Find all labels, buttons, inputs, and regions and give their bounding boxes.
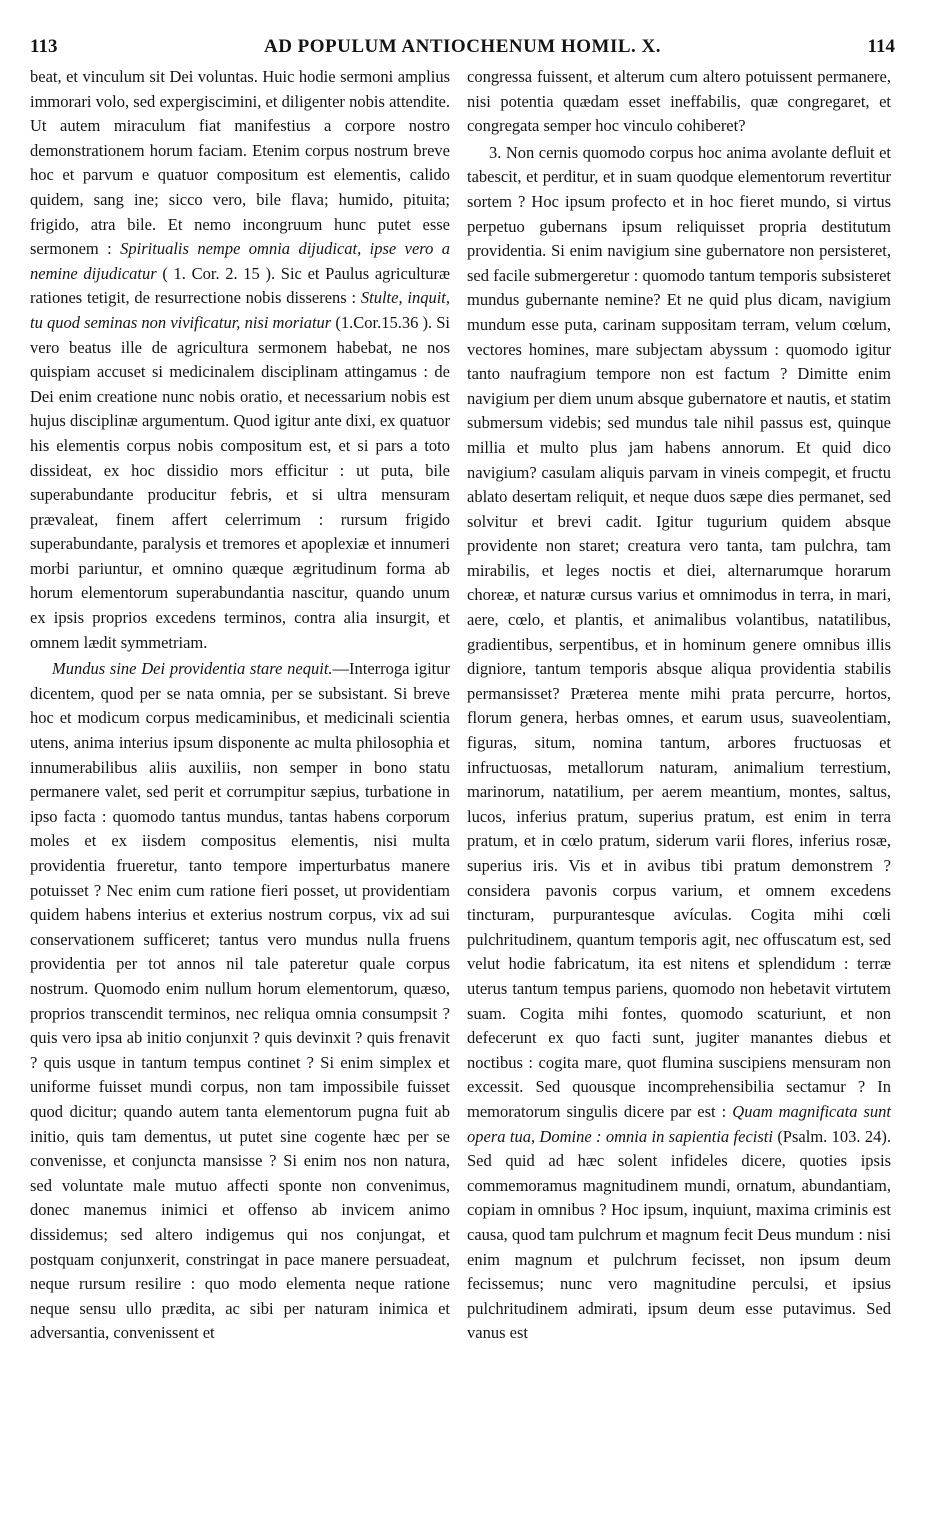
left-p1-ref-1: ( 1. Cor. 2. 15 ). Sic et Paulus agriculturæ rationes tetigit, de resurrectione nobis disserens :: [30, 263, 450, 308]
page-number-right: 114: [867, 36, 895, 57]
right-column: [467, 65, 891, 1346]
right-paragraph-2: [467, 141, 891, 1346]
left-p1-ref-2: (1.Cor.15.36 ). Si vero beatus ille de agricultura sermonem habebat, ne nos quispiam accuset si medicinalem disciplinam attingamus : de Dei enim creatione nunc nobis oratio, et necessarium nobis est hujus disciplinæ argumentum. Quod igitur ante dixi, ex quatuor his elementis corpus nobis compositum est, et si pars a toto dissideat, ex hoc dissidio mors efficitur : ut puta, bile superabundante producitur febris, et si ultra mensuram prævaleat, finem affert celerrimum : rursum frigido superabundante, paralysis et tremores et apoplexiæ et innumeri morbi pariuntur, et omnino quæque ægritudinum forma ab horum elementorum superabundantia nascitur, quando unum ex ipsis proprios excedens terminos, contra alia insurgit, et omnem lædit symmetriam.: [30, 312, 451, 652]
right-p2-quote: Quam magnificata sunt opera tua, Domine : omnia in sapientia fecisti: [467, 1101, 891, 1146]
running-title: AD POPULUM ANTIOCHENUM HOMIL. X.: [263, 36, 662, 57]
running-header: [30, 36, 895, 60]
right-paragraph-1: [467, 65, 891, 139]
left-paragraph-2: [30, 657, 450, 1346]
right-p1-text: congressa fuissent, et alterum cum altero potuissent permanere, nisi potentia quædam esset ineffabilis, quæ congregaret, et congregata semper hoc vinculo cohiberet?: [467, 67, 891, 136]
left-p2-text: —Interroga igitur dicentem, quod per se nata omnia, per se subsistant. Si breve hoc et modicum corpus medicaminibus, et medicinali scientia utens, anima interius ipsum disponente ac multa philosophia et innumerabilibus aliis auxiliis, non semper in bono statu permanere valet, sed perit et corrumpitur sæpius, turbatione in ipso facta : quomodo tantus mundus, tantas habens corporum moles et ex iisdem compositus elementis, nisi multa providentia frueretur, tanto tempore imperturbatus manere potuisset ? Nec enim cum ratione fieri posset, ut providentiam quidem habens interius et exterius nostrum corpus, vix ad sui conservationem sufficeret; tantus vero mundus nulla fruens providentia per tot annos nil tale pateretur quale corpus nostrum. Quomodo enim nullum horum elementorum, quæso, proprios transcendit terminos, nec reliqua omnia consumpsit ? quis vero ipsa ab initio conjunxit ? quis devinxit ? quis frenavit ? quis usque in tantum tempus continet ? Si enim simplex et uniforme fuisset mundi corpus, non tam impossibile fuisset quod dicitur; quando autem tanta elementorum pugna fuit ab initio, quis tam dementus, ut putet sine cogente hæc per se convenisse, et conjuncta mansisse ? Si enim nos non natura, sed voluntate male mutuo affecti sponte non convenimus, donec manemus inimici et offenso ab invicem animo dissidemus; sed altero indigemus qui nos conjungat, et postquam conjunxerit, constringat in pace manere persuadeat, neque rursum resilire : quo modo elementa neque ratione neque sensu ullo prædita, ac sibi per naturam inimica et adversantia, convenissent et: [30, 659, 450, 1343]
left-p1-quote-1: Spiritualis nempe omnia dijudicat, ipse vero a nemine dijudicatur: [30, 239, 451, 283]
left-paragraph-1: [30, 65, 450, 655]
left-p1-quote-2: Stulte, inquit, tu quod seminas non vivificatur, nisi moriatur: [30, 288, 451, 332]
right-p2-text: 3. Non cernis quomodo corpus hoc anima avolante defluit et tabescit, et perditur, et in suam quodque elementorum revertitur sortem ? Hoc ipsum profecto et in hoc fieret mundo, si virtus perpetuo gubernans ipsum reliquisset propria destitutum providentia. Si enim navigium sine gubernatore non persisteret, sed facile submergeretur : quomodo tantum temporis subsisteret mundus gubernante nemine? Et ne quid plus dicam, navigium mundum esse puta, carinam suppositam terram, velum cœlum, vectores homines, mare subjectam abyssum : quomodo igitur tanto naufragium tempore non est factum ? Dimitte enim navigium per diem unum absque gubernatore et nautis, et statim submersum videbis; sed mundus tale nihil passus est, quinque millia et multo plus jam habens annorum. Et quid dico navigium? casulam aliquis parvam in vineis compegit, et fructu ablato desertam reliquit, et neque duos sæpe dies permanet, sed solvitur et brevi cadit. Igitur tugurium quidem absque providente non staret; creatura vero tanta, tam pulchra, tam mirabilis, et leges noctis et diei, alternarumque horarum choreæ, et naturæ cursus varius et omnimodus in terra, in mari, aere, cœlo, et plantis, et animalibus volantibus, natatilibus, gradientibus, serpentibus, et in hominum genere omnibus illis digniore, tantum temporis absque aliqua providentia stabilis permansisset? Præterea mente mihi prata percurre, hortos, florum genera, herbas omnes, et earum usus, suaveolentiam, figuras, situm, nomina tantum, arbores fructuosas et infructuosas, metallorum naturam, animalium terrestium, marinorum, natatilium, per aerem meantium, montes, saltus, lucos, inferius pratum, superius pratum, est enim in terra pratum, et in cœlo pratum, siderum varii flores, inferius rosæ, superius iris. Vis et in avibus tibi pratum demonstrem ? considera pavonis corpus varium, et omnem excedens tincturam, purpurantesque avículas. Cogita mihi cœli pulchritudinem, quantum temporis agit, nec offuscatum est, sed velut hodie fabricatum, ita est nitens et splendidum : terræ uterus tantum tempus pariens, quomodo non hebetavit virtutem suam. Cogita mihi fontes, quomodo scaturiunt, et non defecerunt ex quo facti sunt, jugiter manantes diebus et noctibus : cogita mare, quot flumina suscipiens mensuram non excessit. Sed quousque incomprehensibilia sectamur ? In memoratorum singulis dicere par est :: [467, 142, 891, 1121]
section-heading: Mundus sine Dei providentia stare nequit.: [52, 659, 333, 679]
left-column: [30, 65, 450, 1346]
page-number-left: 113: [30, 36, 58, 57]
left-p1-text: beat, et vinculum sit Dei voluntas. Huic hodie sermoni amplius immorari volo, sed expergiscimini, et diligenter nobis attendite. Ut autem miraculum fiat manifestius a corpore nostro demonstrationem horum faciam. Etenim corpus nostrum breve hoc et parvum e quatuor compositum est elementis, calido quidem, sang ine; sicco vero, bile flava; humido, pituita; frigido, atra bile. Et nemo incongruum hunc putet esse sermonem :: [30, 67, 450, 259]
right-p2-ref: (Psalm. 103. 24). Sed quid ad hæc solent infideles dicere, quoties ipsis commemoramus magnitudinem mundi, ornatum, abundantiam, copiam in omnibus ? Hoc ipsum, inquiunt, maxima criminis est causa, quod tam pulchrum et magnum fecit Deus mundum : nisi enim magnum et pulchrum fecisset, non ipsum deum fecissemus; nunc vero magnitudine perculsi, et ipsius pulchritudinem admirati, ipsum deum esse putavimus. Sed vanus est: [467, 1126, 891, 1343]
